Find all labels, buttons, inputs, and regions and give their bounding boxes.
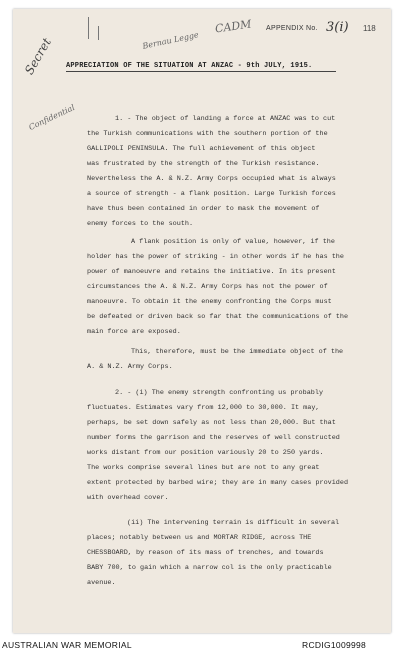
body-line: enemy forces to the south. <box>87 220 194 228</box>
body-line: CHESSBOARD, by reason of its mass of trenches, and towards <box>87 549 324 557</box>
footer-institution: AUSTRALIAN WAR MEMORIAL <box>2 640 132 650</box>
body-line: perhaps, be set down safely as not less than 20,000. But that <box>87 419 336 427</box>
body-line: manoeuvre. To obtain it the enemy confronting the Corps must <box>87 298 332 306</box>
handwritten-scribble: Bernau Legge <box>141 30 200 51</box>
body-line: The works comprise several lines but are not to any great <box>87 464 320 472</box>
handwritten-cadm: CADM <box>214 17 253 36</box>
footer-record-id: RCDIG1009998 <box>302 640 367 650</box>
body-line: GALLIPOLI PENINSULA. The full achievement of this object <box>87 145 316 153</box>
body-line: Nevertheless the A. & N.Z. Army Corps occupied what is always <box>87 175 336 183</box>
margin-mark <box>98 26 99 40</box>
body-line: with overhead cover. <box>87 494 169 502</box>
body-line: works distant from our position variously 20 to 250 yards. <box>87 449 324 457</box>
body-line: (ii) The intervening terrain is difficult in several <box>127 519 340 527</box>
body-line: number forms the garrison and the reserves of well constructed <box>87 434 340 442</box>
body-line: was frustrated by the strength of the Turkish resistance. <box>87 160 320 168</box>
body-line: a source of strength - a flank position. Large Turkish forces <box>87 190 336 198</box>
page-number: 118 <box>363 24 376 33</box>
body-line: extent protected by barbed wire; they are in many cases provided <box>87 479 349 487</box>
body-line: main force are exposed. <box>87 328 181 336</box>
body-line: A flank position is only of value, however, if the <box>131 238 335 246</box>
body-line: have thus been contained in order to mask the movement of <box>87 205 320 213</box>
appendix-number: 3(i) <box>326 20 349 35</box>
appendix-label: APPENDIX No. <box>266 25 318 32</box>
body-line: fluctuates. Estimates vary from 12,000 to 30,000. It may, <box>87 404 320 412</box>
body-line: places; notably between us and MORTAR RIDGE, across THE <box>87 534 312 542</box>
body-line: power of manoeuvre and retains the initiative. In its present <box>87 268 336 276</box>
body-line: the Turkish communications with the southern portion of the <box>87 130 328 138</box>
body-line: avenue. <box>87 579 116 587</box>
body-line: A. & N.Z. Army Corps. <box>87 363 173 371</box>
body-line: This, therefore, must be the immediate object of the <box>131 348 344 356</box>
body-line: holder has the power of striking - in other words if he has the <box>87 253 344 261</box>
body-line: BABY 700, to gain which a narrow col is the only practicable <box>87 564 332 572</box>
body-line: 2. - (i) The enemy strength confronting us probably <box>115 389 324 397</box>
document-title: APPRECIATION OF THE SITUATION AT ANZAC - 9th JULY, 1915. <box>66 62 313 70</box>
margin-mark <box>88 17 89 39</box>
body-line: be defeated or driven back so far that the communications of the <box>87 313 349 321</box>
body-line: 1. - The object of landing a force at ANZAC was to cut <box>115 115 336 123</box>
handwritten-margin-note: Confidential <box>27 102 77 133</box>
handwritten-secret-note: Secret <box>22 35 54 77</box>
title-underline <box>66 71 336 72</box>
body-line: circumstances the A. & N.Z. Army Corps has not the power of <box>87 283 328 291</box>
